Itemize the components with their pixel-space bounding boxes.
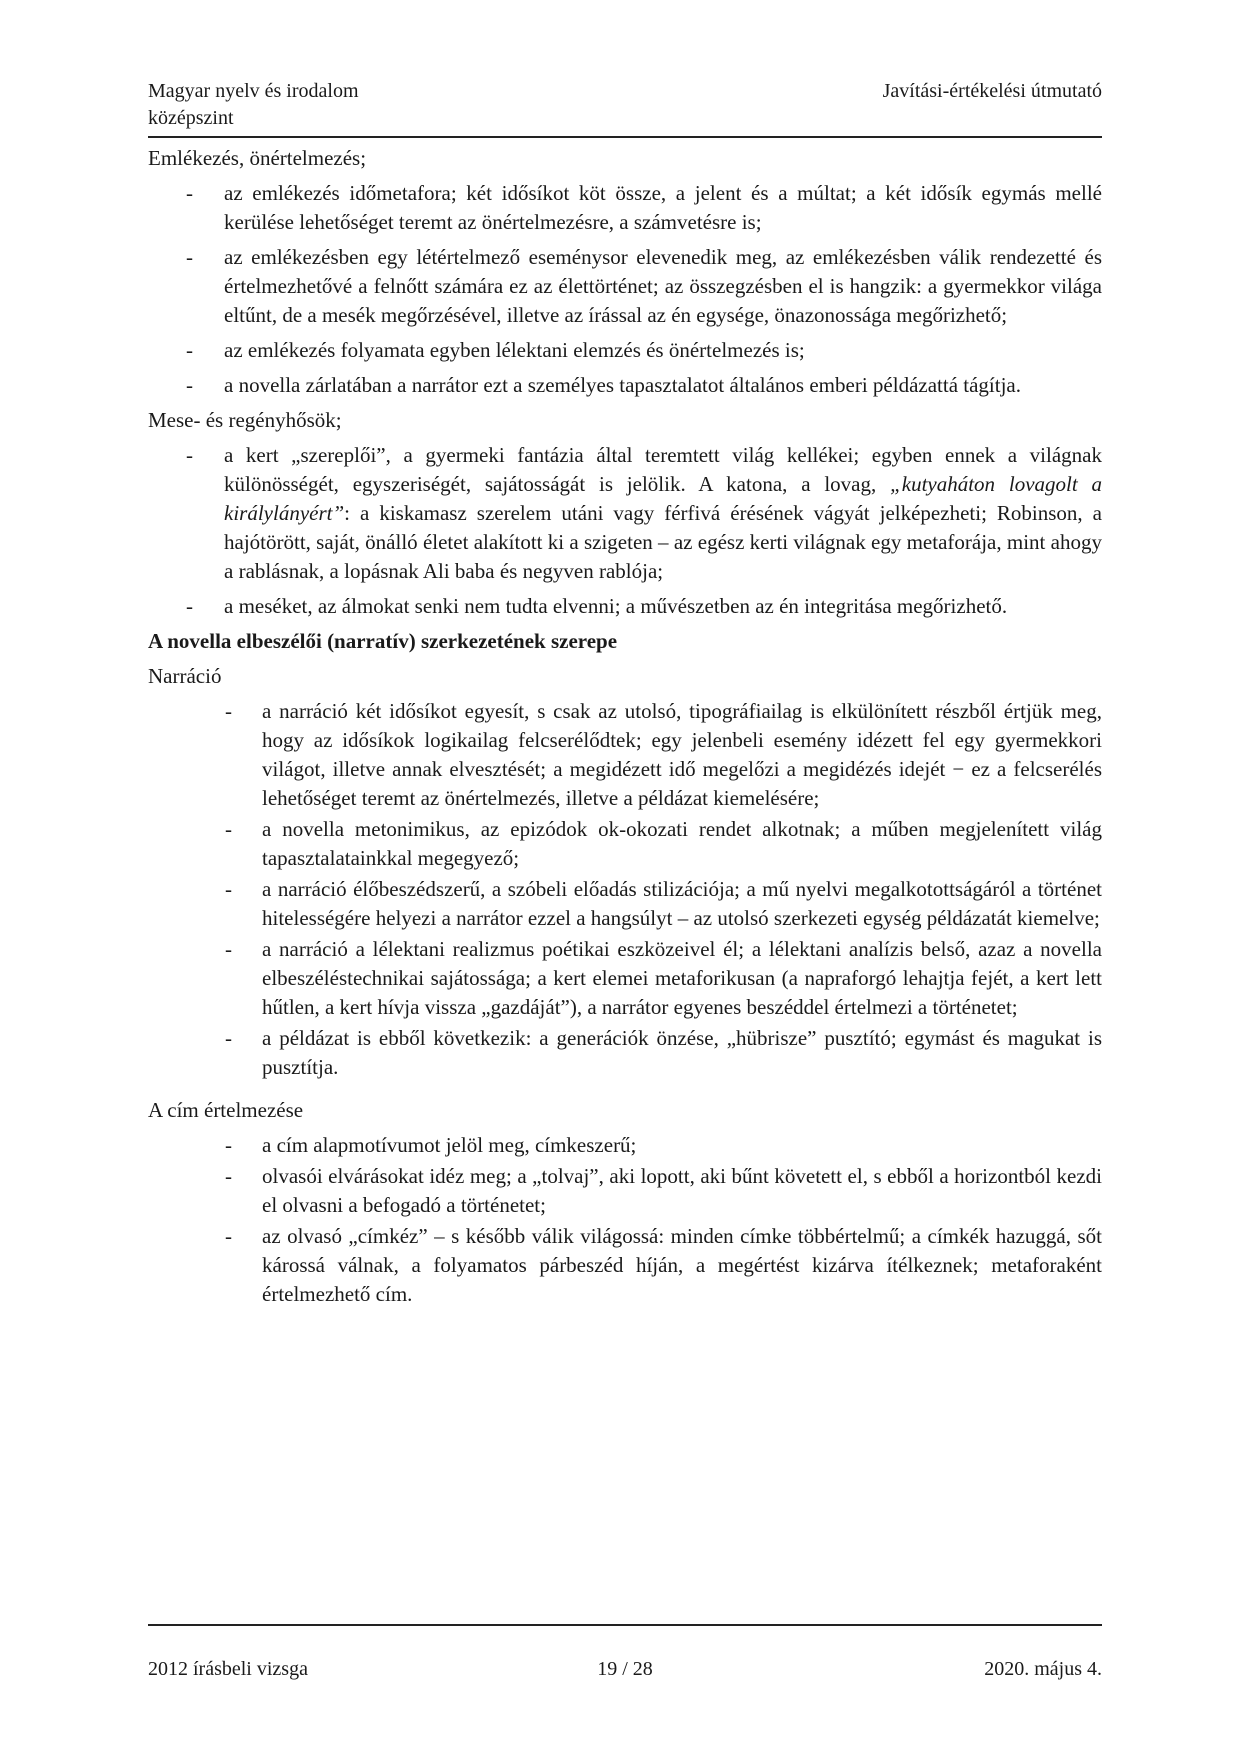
dash-bullet: -: [186, 373, 193, 397]
list-item: - a narráció élőbeszédszerű, a szóbeli előadás stilizációja; a mű nyelvi megalkotottságáról a történet hitelességére helyezi a narrátor ezzel a hangsúlyt – az utolsó szerkezeti egység példázatát kiemelve;: [225, 877, 1102, 930]
page-footer: [148, 1624, 1102, 1683]
dash-bullet: -: [225, 1224, 232, 1248]
list-item: - a példázat is ebből következik: a generációk önzése, „hübrisze” pusztító; egymást és magukat is pusztítja.: [225, 1026, 1102, 1079]
dash-bullet: -: [186, 181, 193, 205]
header-level: középszint: [148, 107, 234, 129]
list-item: - az olvasó „címkéz” – s később válik világossá: minden címke többértelmű; a címkék hazuggá, sőt károssá válnak, a folyamatos párbeszéd híján, a megértést kizárva ítélkeznek; metaforaként értelmezhető cím.: [225, 1224, 1102, 1306]
dash-bullet: -: [225, 699, 232, 723]
footer-page-number: 19 / 28: [597, 1658, 653, 1680]
header-doc-type: Javítási-értékelési útmutató: [882, 80, 1102, 102]
list-cim: [148, 1131, 1102, 1309]
list-item: - a meséket, az álmokat senki nem tudta elvenni; a művészetben az én integritása megőrizhető.: [148, 592, 1102, 621]
list-item: - a cím alapmotívumot jelöl meg, címkeszerű;: [148, 1131, 1102, 1160]
list-item: - olvasói elvárásokat idéz meg; a „tolvaj”, aki lopott, aki bűnt követett el, s ebből a horizontból kezdi el olvasni a befogadó a történetet;: [225, 1164, 1102, 1217]
list-item: - a narráció a lélektani realizmus poétikai eszközeivel él; a lélektani analízis belső, azaz a novella elbeszéléstechnikai sajátossága; a kert elemei metaforikusan (a napraforgó lehajtja fejét, a kert lett hűtlen, a kert hívja vissza „gazdáját”), a narrátor egyenes beszéddel értelmezi a történetet;: [225, 937, 1102, 1019]
dash-bullet: -: [186, 594, 193, 618]
dash-bullet: -: [225, 1133, 232, 1157]
list-narracio: [148, 697, 1102, 1082]
footer-date: 2020. május 4.: [984, 1658, 1102, 1680]
list-item: - a novella metonimikus, az epizódok ok-okozati rendet alkotnak; a műben megjelenített világ tapasztalatainkkal megegyező;: [225, 817, 1102, 870]
section-heading-narrativ: A novella elbeszélői (narratív) szerkezetének szerepe: [148, 629, 618, 653]
dash-bullet: -: [225, 937, 232, 961]
list-item: - az emlékezésben egy létértelmező eseménysor elevenedik meg, az emlékezésben válik rendezetté és értelmezhetővé a felnőtt számára ez az élettörténet; az összegzésben el is hangzik: a gyermekkor világa eltűnt, de a mesék megőrzésével, illetve az írással az én egysége, önazonossága megőrizhető;: [186, 245, 1102, 327]
page-header: [148, 78, 1102, 138]
list-item: - a kert „szereplői”, a gyermeki fantázia által teremtett világ kellékei; egyben ennek a világnak különösségét, egyszeriségét, sajátosságát is jelölik. A katona, a lovag, „kutyaháton lovagolt a királylányért”: a kiskamasz szerelem utáni vagy férfivá érésének vágyát jelképezheti; Robinson, a hajótörött, saját, önálló életet alakított ki a szigeten – az egész kerti világnak egy metaforája, mint ahogy a rablásnak, a lopásnak Ali baba és negyven rablója;: [186, 443, 1102, 583]
list-item: - a novella zárlatában a narrátor ezt a személyes tapasztalatot általános emberi példázattá tágítja.: [148, 371, 1102, 400]
dash-bullet: -: [186, 245, 193, 269]
document-page: [148, 78, 1102, 1738]
list-item: - az emlékezés időmetafora; két idősíkot köt össze, a jelent és a múltat; a két idősík egymás mellé kerülése lehetőséget teremt az önértelmezésre, a számvetésre is;: [186, 181, 1102, 234]
list-item: - az emlékezés folyamata egyben lélektani elemzés és önértelmezés is;: [148, 336, 1102, 365]
spacer: [148, 1086, 1102, 1096]
dash-bullet: -: [225, 877, 232, 901]
list-item: - a narráció két idősíkot egyesít, s csak az utolsó, tipográfiailag is elkülönített részből értjük meg, hogy az idősíkok logikailag felcserélődtek; egy jelenbeli esemény idézett fel egy gyermekkori világot, illetve annak elvesztését; a megidézett idő megelőzi a megidézés idejét − ez a felcserélés lehetőséget teremt az önértelmezés, illetve a példázat kiemelésére;: [225, 699, 1102, 810]
header-subject: Magyar nyelv és irodalom: [148, 80, 359, 102]
italic-quote: „kutyaháton lovagolt a királylányért”: [224, 472, 1102, 525]
list-mesehosok: [148, 441, 1102, 621]
section-title-emlekezes: Emlékezés, önértelmezés;: [148, 146, 367, 170]
page-content: [148, 144, 1102, 1309]
dash-bullet: -: [225, 1026, 232, 1050]
list-emlekezes: [148, 179, 1102, 400]
dash-bullet: -: [186, 443, 193, 467]
dash-bullet: -: [225, 817, 232, 841]
dash-bullet: -: [225, 1164, 232, 1188]
dash-bullet: -: [186, 338, 193, 362]
section-title-narracio: Narráció: [148, 664, 222, 688]
section-title-cim: A cím értelmezése: [148, 1098, 304, 1122]
footer-exam: 2012 írásbeli vizsga: [148, 1658, 308, 1680]
section-title-mesehosok: Mese- és regényhősök;: [148, 408, 342, 432]
